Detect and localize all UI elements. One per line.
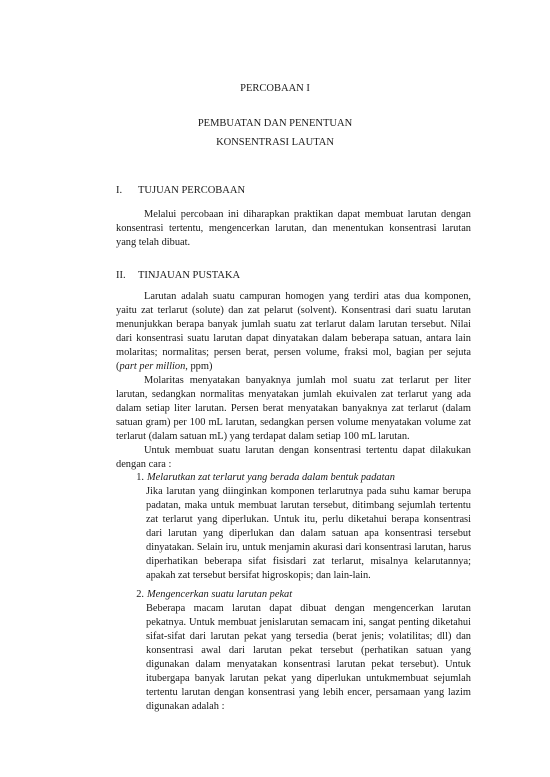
paragraph-1-text: Larutan adalah suatu campuran homogen yang terdiri atas dua komponen, yaitu zat terlarut (solute) dan zat pelarut (solvent). Konsentrasi dari suatu larutan menunjukkan berapa banyak jumlah suatu zat terlarut dalam larutan tersebut. Nilai dari konsentrasi suatu larutan dapat dinyatakan dalam beberapa satuan, antara lain molaritas; normalitas; persen berat, persen volume, fraksi mol, bagian per sejuta ( <box>116 291 471 372</box>
list-item-2-number: 2. <box>136 589 144 600</box>
list-item-2-body <box>146 602 471 714</box>
section-2-paragraph-1 <box>116 290 471 374</box>
section-2-heading <box>116 269 240 282</box>
section-1-number: I. <box>116 185 123 196</box>
section-2-paragraph-2: Molaritas menyatakan banyaknya jumlah mol suatu zat terlarut per liter larutan, sedangkan normalitas menyatakan jumlah ekuivalen zat terlarut yang ada dalam setiap liter larutan. Persen berat menyatakan banyaknya zat terlarut (dalam satuan gram) per 100 mL larutan, sedangkan persen volume menyatakan volume zat terlarut (dalam satuan mL) yang terdapat dalam setiap 100 mL larutan. <box>116 375 471 442</box>
paragraph-1-end: , ppm) <box>185 361 213 372</box>
page-title: PERCOBAAN I <box>240 83 310 94</box>
section-2-body <box>116 290 471 472</box>
list-item-1-title <box>126 471 395 485</box>
section-2-paragraph-3: Untuk membuat suatu larutan dengan konsentrasi tertentu dapat dilakukan dengan cara : <box>116 445 471 470</box>
section-2-number: II. <box>116 270 126 281</box>
list-item-1-body <box>146 485 471 583</box>
list-item-1-paragraph: Jika larutan yang diinginkan komponen terlarutnya pada suhu kamar berupa padatan, maka untuk membuat larutan tersebut, ditimbang sejumlah tertentu zat terlarut yang diperlukan. Untuk itu, perlu diketahui berapa konsentrasi dari larutan yang diperlukan dan dalam satuan apa konsentrasi tersebut dinyatakan. Selain iru, untuk menjamin akurasi dari konsentrasi larutan, harus diperhatikan beberapa sifat fisisdari zat terlarut, misalnya kelarutannya; apakah zat tersebut bersifat higroskopis; dan lain-lain. <box>146 486 471 581</box>
paragraph-1-italic-term: part per million <box>119 361 186 372</box>
subtitle-line-2: KONSENTRASI LAUTAN <box>216 137 334 148</box>
subtitle-line-1: PEMBUATAN DAN PENENTUAN <box>197 118 353 129</box>
section-1-title: TUJUAN PERCOBAAN <box>138 185 246 196</box>
section-1-paragraph: Melalui percobaan ini diharapkan praktikan dapat membuat larutan dengan konsentrasi tertentu, mengencerkan larutan, dan menentukan konsentrasi larutan yang telah dibuat. <box>116 209 471 248</box>
list-item-1-number: 1. <box>136 472 144 483</box>
section-2-title: TINJAUAN PUSTAKA <box>138 270 241 281</box>
list-item-2-title-text: Mengencerkan suatu larutan pekat <box>147 589 293 600</box>
list-item-1-title-text: Melarutkan zat terlarut yang berada dalam bentuk padatan <box>147 472 395 483</box>
list-item-2-paragraph: Beberapa macam larutan dapat dibuat dengan mengencerkan larutan pekatnya. Untuk membuat jenislarutan semacam ini, sangat penting diketahui sifat-sifat dari larutan pekat yang tersedia (berat jenis; volatilitas; dll) dan konsentrasi awal dari larutan pekat tersebut (perhatikan satuan yang digunakan dalam menyatakan konsentrasi larutan pekat tersebut). Untuk itubergapa banyak larutan pekat yang diperlukan untukmembuat sejumlah tertentu larutan dengan konsentrasi yang lebih encer, persamaan yang lazim digunakan adalah : <box>146 603 471 712</box>
list-item-2-title <box>126 588 292 602</box>
section-1-body <box>116 208 471 250</box>
section-1-heading <box>116 184 245 197</box>
